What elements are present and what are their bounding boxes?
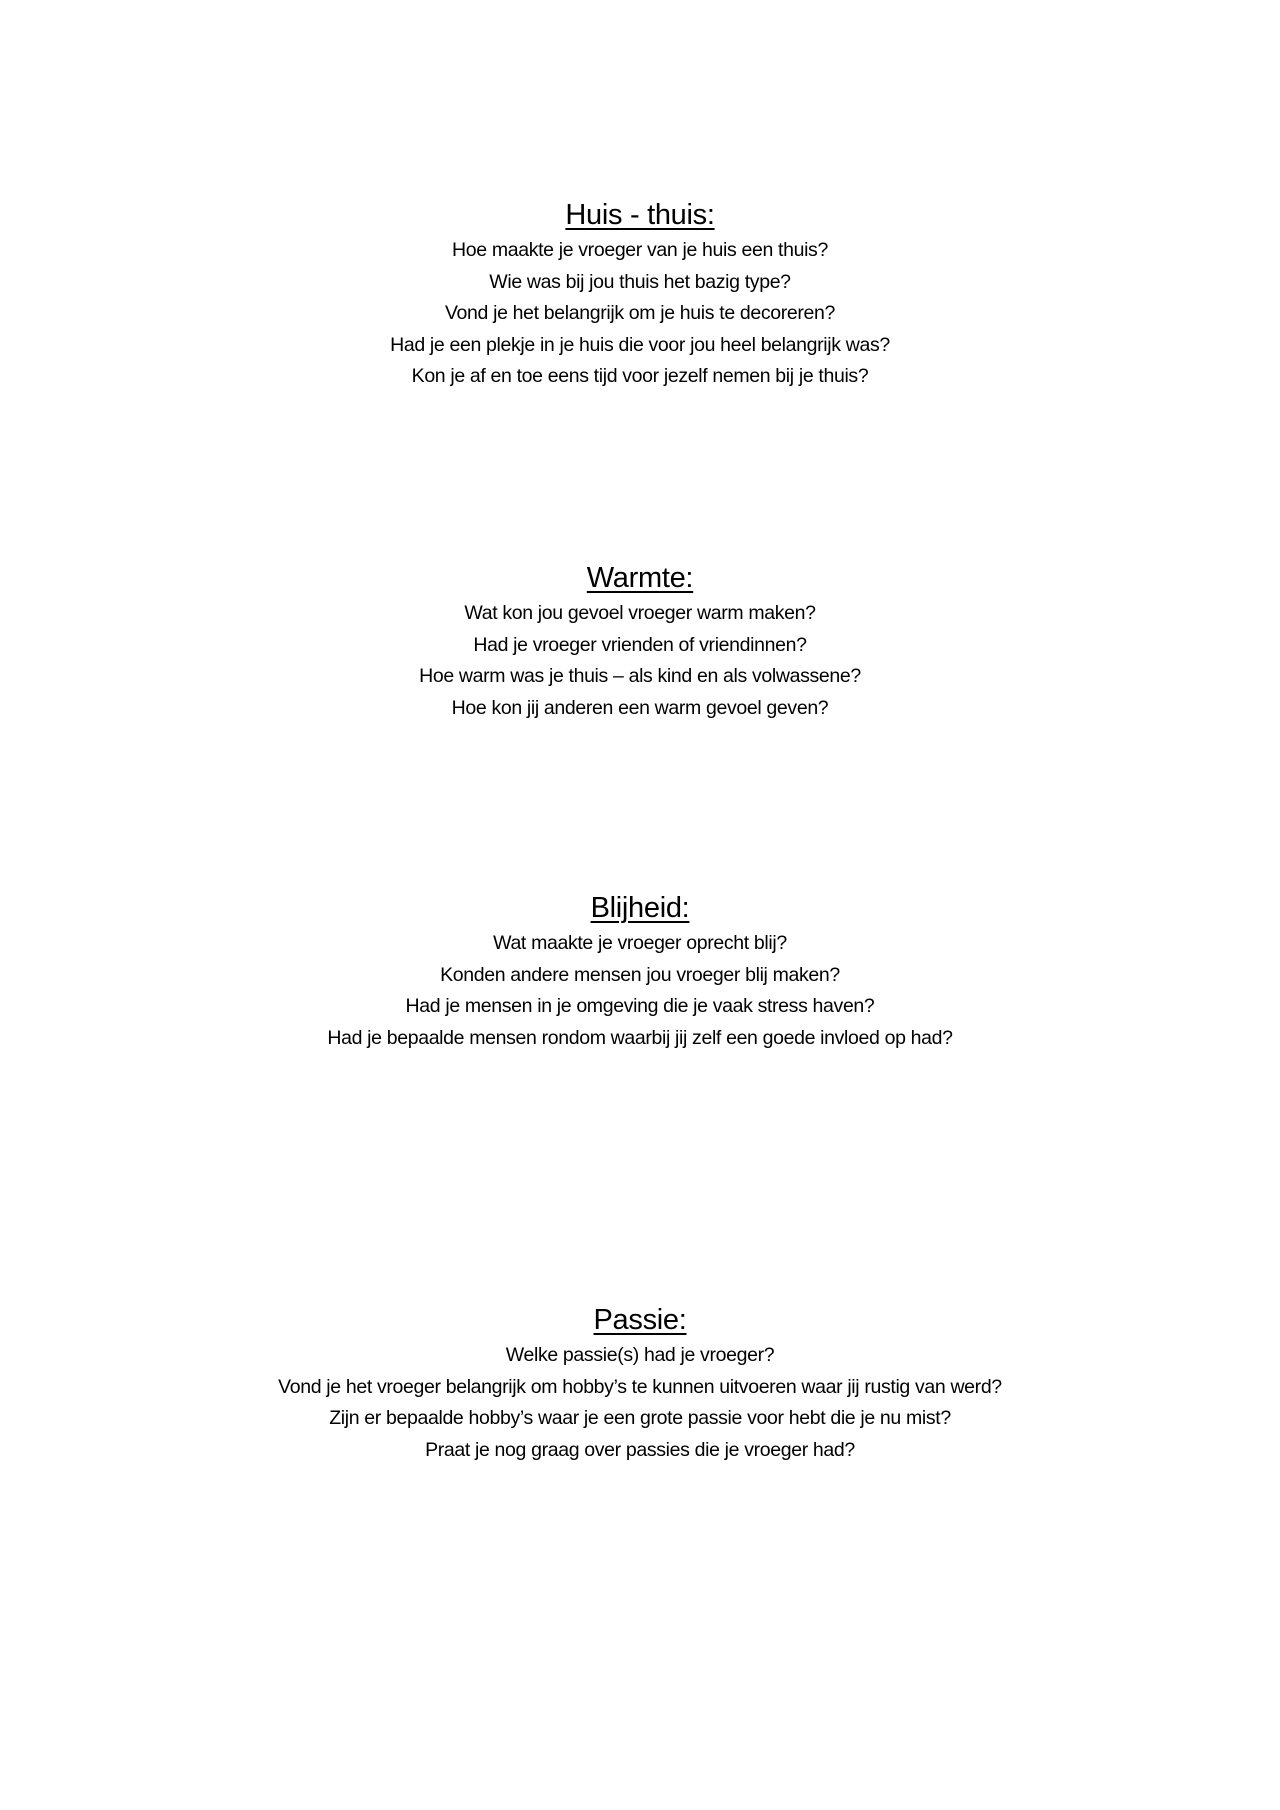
question: Wat maakte je vroeger oprecht blij? [493,932,787,954]
question: Zijn er bepaalde hobby’s waar je een grote passie voor hebt die je nu mist? [329,1407,951,1430]
section-huis-thuis [0,197,1280,393]
section-title: Blijheid: [590,892,690,924]
question: Had je bepaalde mensen rondom waarbij jij zelf een goede invloed op had? [327,1026,953,1049]
question: Vond je het vroeger belangrijk om hobby’s te kunnen uitvoeren waar jij rustig van werd? [278,1375,1002,1398]
question-list [0,1340,1280,1466]
question: Hoe warm was je thuis – als kind en als volwassene? [419,665,861,688]
question-list [0,928,1280,1054]
section-blijheid [0,890,1280,1054]
question: Wat kon jou gevoel vroeger warm maken? [464,602,816,624]
question: Konden andere mensen jou vroeger blij maken? [440,963,840,986]
section-passie [0,1302,1280,1466]
question: Kon je af en toe eens tijd voor jezelf nemen bij je thuis? [411,365,869,388]
question: Vond je het belangrijk om je huis te decoreren? [444,302,836,325]
question-list [0,598,1280,724]
section-warmte [0,560,1280,724]
question: Had je mensen in je omgeving die je vaak stress haven? [405,995,875,1018]
section-title: Passie: [593,1304,687,1336]
question: Had je vroeger vrienden of vriendinnen? [473,633,807,656]
question: Hoe maakte je vroeger van je huis een thuis? [452,239,828,261]
section-title: Huis - thuis: [565,199,715,231]
question-list [0,235,1280,393]
section-title: Warmte: [586,562,694,594]
question: Praat je nog graag over passies die je vroeger had? [425,1438,855,1461]
question: Had je een plekje in je huis die voor jou heel belangrijk was? [390,333,890,356]
question: Wie was bij jou thuis het bazig type? [489,270,791,293]
question: Hoe kon jij anderen een warm gevoel geven? [451,696,829,719]
question: Welke passie(s) had je vroeger? [505,1344,775,1366]
